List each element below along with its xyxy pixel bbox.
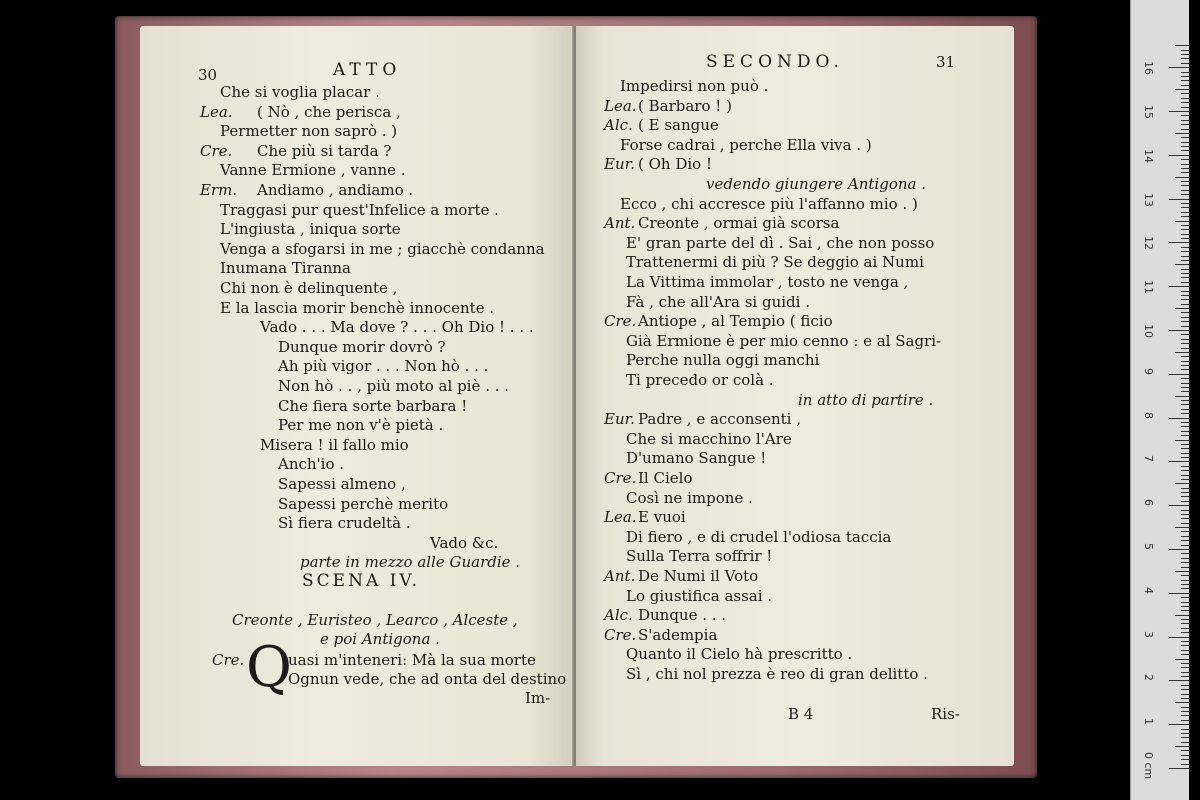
- page-number: 30: [198, 66, 218, 84]
- ruler-tick: [1181, 641, 1189, 642]
- ruler-tick: [1181, 339, 1189, 340]
- ruler-tick: [1181, 85, 1189, 86]
- ruler-number: 13: [1142, 192, 1155, 207]
- ruler-number: 12: [1142, 236, 1155, 251]
- speaker-label: Alc.: [604, 606, 633, 625]
- ruler-tick: [1181, 356, 1189, 357]
- ruler-tick: [1181, 475, 1189, 476]
- verse-line: ( Barbaro ! ): [638, 96, 732, 115]
- ruler-number: 7: [1142, 455, 1155, 463]
- ruler-tick: [1169, 67, 1189, 68]
- ruler-tick: [1175, 659, 1189, 660]
- ruler-tick: [1181, 251, 1189, 252]
- ruler-number: 9: [1142, 367, 1155, 375]
- ruler-tick: [1181, 365, 1189, 366]
- verse-line: E' gran parte del dì . Sai , che non posso: [626, 233, 935, 252]
- ruler-tick: [1169, 242, 1189, 243]
- ruler-tick: [1181, 256, 1189, 257]
- verse-line: Venga a sfogarsi in me ; giacchè condanna: [220, 239, 545, 258]
- ruler-tick: [1181, 663, 1189, 664]
- ruler-number: 3: [1142, 630, 1155, 638]
- ruler-tick: [1181, 567, 1189, 568]
- ruler-tick: [1181, 689, 1189, 690]
- ruler-tick: [1181, 540, 1189, 541]
- ruler-tick: [1181, 124, 1189, 125]
- verse-line: Sì , chi nol prezza è reo di gran delitto .: [626, 665, 928, 683]
- ruler-tick: [1181, 146, 1189, 147]
- verse-line: Creonte , ormai già scorsa: [638, 214, 840, 233]
- ruler-tick: [1181, 159, 1189, 160]
- ruler-tick: [1169, 155, 1189, 156]
- ruler-tick: [1181, 150, 1189, 151]
- ruler-tick: [1181, 632, 1189, 633]
- verse-line: ( E sangue: [638, 116, 719, 135]
- ruler-tick: [1181, 400, 1189, 401]
- ruler-unit-label: 0 cm: [1142, 752, 1155, 780]
- ruler-tick: [1181, 172, 1189, 173]
- ruler-tick: [1181, 164, 1189, 165]
- ruler-tick: [1169, 111, 1189, 112]
- ruler-tick: [1181, 142, 1189, 143]
- verse-line: Di fiero , e di crudel l'odiosa taccia: [626, 527, 892, 546]
- ruler-tick: [1181, 168, 1189, 169]
- ruler-tick: [1169, 374, 1189, 375]
- ruler-tick: [1181, 742, 1189, 743]
- ruler-tick: [1181, 348, 1189, 349]
- ruler-tick: [1181, 321, 1189, 322]
- speaker-label: Cre.: [604, 469, 637, 487]
- ruler-tick: [1181, 645, 1189, 646]
- ruler-tick: [1181, 523, 1189, 524]
- ruler-tick: [1181, 750, 1189, 751]
- ruler-tick: [1181, 409, 1189, 410]
- ruler-tick: [1181, 273, 1189, 274]
- ruler-tick: [1181, 545, 1189, 546]
- speaker-label: Lea.: [200, 102, 233, 121]
- ruler-tick: [1169, 549, 1189, 550]
- ruler-number: 15: [1142, 105, 1155, 119]
- ruler-tick: [1175, 440, 1189, 441]
- ruler-tick: [1181, 234, 1189, 235]
- verse-line: Ecco , chi accresce più l'affanno mio . ): [620, 194, 918, 213]
- ruler-number: 11: [1142, 280, 1155, 295]
- ruler-number: 2: [1142, 674, 1155, 682]
- ruler-tick: [1169, 724, 1189, 725]
- verse-line: Sulla Terra soffrir !: [626, 547, 773, 566]
- verse-line: Perche nulla oggi manchi: [626, 351, 820, 370]
- ruler-tick: [1169, 505, 1189, 506]
- speaker-label: Ant.: [604, 214, 636, 233]
- page-number: 31: [936, 53, 956, 71]
- ruler-tick: [1175, 264, 1189, 265]
- ruler-tick: [1181, 470, 1189, 471]
- ruler-number: 6: [1142, 499, 1155, 507]
- right-page: [576, 26, 1014, 766]
- verse-line: Sapessi perchè merito: [278, 494, 449, 513]
- verse-line: vedendo giungere Antigona .: [706, 175, 926, 193]
- ruler-tick: [1181, 711, 1189, 712]
- ruler-tick: [1175, 396, 1189, 397]
- ruler-tick: [1175, 746, 1189, 747]
- ruler-tick: [1181, 194, 1189, 195]
- ruler-tick: [1181, 260, 1189, 261]
- verse-line: De Numi il Voto: [638, 567, 759, 585]
- ruler-tick: [1181, 72, 1189, 73]
- ruler-tick: [1181, 422, 1189, 423]
- speaker-label: Alc.: [604, 116, 633, 135]
- verse-line: L'ingiusta , iniqua sorte: [220, 220, 401, 239]
- verse-line: La Vittima immolar , tosto ne venga ,: [626, 273, 909, 291]
- ruler-tick: [1181, 225, 1189, 226]
- speaker-label: Cre.: [200, 141, 233, 160]
- ruler-tick: [1181, 216, 1189, 217]
- ruler-tick: [1181, 588, 1189, 589]
- verse-line: S'adempia: [638, 625, 718, 644]
- ruler-tick: [1181, 299, 1189, 300]
- ruler-tick: [1175, 45, 1189, 46]
- verse-line: parte in mezzo alle Guardie .: [300, 553, 521, 572]
- ruler-tick: [1181, 720, 1189, 721]
- ruler-tick: [1181, 501, 1189, 502]
- verse-line: Vanne Ermione , vanne .: [220, 161, 406, 180]
- ruler-tick: [1169, 768, 1189, 769]
- ruler-tick: [1175, 221, 1189, 222]
- ruler-tick: [1181, 715, 1189, 716]
- ruler-tick: [1169, 680, 1189, 681]
- ruler-tick: [1181, 107, 1189, 108]
- ruler-tick: [1169, 461, 1189, 462]
- ruler-tick: [1181, 531, 1189, 532]
- characters-line: Creonte , Euristeo , Learco , Alceste ,: [232, 611, 518, 629]
- signature-mark: B 4: [788, 705, 814, 723]
- verse-line: Traggasi pur quest'Infelice a morte .: [220, 200, 499, 219]
- ruler-tick: [1181, 181, 1189, 182]
- ruler-tick: [1169, 199, 1189, 200]
- ruler-tick: [1181, 63, 1189, 64]
- verse-line: E vuoi: [638, 508, 686, 527]
- ruler-tick: [1181, 80, 1189, 81]
- ruler-number: 1: [1142, 718, 1155, 726]
- ruler-tick: [1181, 317, 1189, 318]
- verse-line: Anch'io .: [278, 455, 345, 474]
- verse-line: Impedirsi non può .: [620, 77, 769, 95]
- ruler-tick: [1181, 115, 1189, 116]
- ruler-tick: [1181, 435, 1189, 436]
- ruler-tick: [1181, 102, 1189, 103]
- verse-line: uasi m'inteneri: Mà la sua morte: [288, 651, 536, 669]
- ruler-tick: [1181, 343, 1189, 344]
- ruler-tick: [1181, 378, 1189, 379]
- ruler-tick: [1181, 606, 1189, 607]
- ruler-tick: [1175, 615, 1189, 616]
- ruler-tick: [1181, 457, 1189, 458]
- speaker-label: Lea.: [604, 96, 637, 115]
- ruler-tick: [1181, 269, 1189, 270]
- ruler-tick: [1181, 623, 1189, 624]
- ruler-number: 5: [1142, 543, 1155, 550]
- ruler-tick: [1181, 628, 1189, 629]
- ruler-number: 8: [1142, 411, 1155, 419]
- ruler-tick: [1181, 755, 1189, 756]
- ruler-number: 4: [1142, 586, 1155, 594]
- ruler-tick: [1181, 98, 1189, 99]
- verse-line: E la lascia morir benchè innocente .: [220, 298, 495, 317]
- catchword: Im-: [525, 689, 551, 707]
- scene-heading: SCENA IV.: [302, 571, 421, 591]
- verse-line: Inumana Tiranna: [220, 259, 351, 278]
- ruler-tick: [1181, 737, 1189, 738]
- ruler-tick: [1181, 76, 1189, 77]
- ruler-tick: [1181, 120, 1189, 121]
- ruler-tick: [1181, 326, 1189, 327]
- verse-line: Dunque morir dovrò ?: [278, 337, 446, 356]
- verse-line: Che più si tarda ?: [257, 141, 392, 160]
- ruler-tick: [1181, 404, 1189, 405]
- ruler-tick: [1169, 330, 1189, 331]
- ruler-tick: [1181, 584, 1189, 585]
- ruler-number: 16: [1142, 61, 1155, 76]
- verse-line: ( Oh Dio !: [638, 155, 712, 174]
- speaker-label: Eur.: [604, 155, 635, 174]
- ruler-tick: [1181, 238, 1189, 239]
- speaker-label: Eur.: [604, 410, 635, 429]
- ruler-tick: [1181, 479, 1189, 480]
- verse-line: Il Cielo: [638, 469, 693, 487]
- speaker-label: Ant.: [604, 567, 636, 585]
- verse-line: Quanto il Cielo hà prescritto .: [626, 645, 853, 664]
- ruler-tick: [1175, 702, 1189, 703]
- ruler-tick: [1181, 733, 1189, 734]
- ruler-tick: [1181, 426, 1189, 427]
- verse-line: Ah più vigor . . . Non hò . . .: [278, 357, 489, 376]
- ruler-tick: [1181, 672, 1189, 673]
- ruler-tick: [1181, 444, 1189, 445]
- running-head: SECONDO.: [706, 52, 844, 72]
- catchword: Ris-: [931, 705, 960, 723]
- ruler-tick: [1181, 764, 1189, 765]
- verse-line: Fà , che all'Ara si guidi .: [626, 292, 810, 311]
- ruler-tick: [1181, 54, 1189, 55]
- ruler-tick: [1181, 129, 1189, 130]
- verse-line: Padre , e acconsenti ,: [638, 410, 801, 429]
- verse-line: Ognun vede, che ad onta del destino: [288, 670, 567, 688]
- characters-line: e poi Antigona .: [320, 630, 440, 648]
- verse-line: D'umano Sangue !: [626, 449, 767, 468]
- verse-line: Così ne impone .: [626, 488, 753, 507]
- verse-line: Dunque . . .: [638, 606, 727, 625]
- verse-line: Andiamo , andiamo .: [257, 181, 414, 199]
- ruler-number: 10: [1142, 324, 1155, 338]
- verse-line: Ti precedo or colà .: [626, 371, 774, 389]
- ruler-tick: [1181, 295, 1189, 296]
- verse-line: Forse cadrai , perche Ella viva . ): [620, 135, 872, 154]
- ruler-tick: [1169, 286, 1189, 287]
- ruler-tick: [1175, 89, 1189, 90]
- ruler-tick: [1181, 93, 1189, 94]
- ruler-tick: [1181, 575, 1189, 576]
- ruler-tick: [1181, 729, 1189, 730]
- ruler-tick: [1181, 212, 1189, 213]
- ruler-tick: [1175, 483, 1189, 484]
- ruler-tick: [1181, 387, 1189, 388]
- ruler-tick: [1181, 247, 1189, 248]
- verse-line: Permetter non saprò . ): [220, 122, 398, 141]
- ruler-tick: [1181, 707, 1189, 708]
- ruler-tick: [1181, 685, 1189, 686]
- ruler-tick: [1169, 418, 1189, 419]
- ruler-tick: [1181, 369, 1189, 370]
- ruler-tick: [1181, 229, 1189, 230]
- ruler-tick: [1181, 361, 1189, 362]
- ruler-tick: [1181, 291, 1189, 292]
- speaker-label: Cre.: [212, 651, 245, 669]
- verse-line: Trattenermi di più ? Se deggio ai Numi: [626, 253, 924, 272]
- ruler-tick: [1181, 50, 1189, 51]
- ruler-tick: [1181, 413, 1189, 414]
- ruler-tick: [1181, 518, 1189, 519]
- ruler-tick: [1181, 207, 1189, 208]
- ruler-tick: [1181, 650, 1189, 651]
- ruler-tick: [1181, 448, 1189, 449]
- verse-line: Sì fiera crudeltà .: [278, 514, 411, 533]
- ruler-tick: [1181, 383, 1189, 384]
- ruler-tick: [1181, 185, 1189, 186]
- ruler-tick: [1181, 676, 1189, 677]
- verse-line: Che fiera sorte barbara !: [278, 396, 468, 415]
- ruler-tick: [1181, 466, 1189, 467]
- speaker-label: Cre.: [604, 312, 637, 331]
- verse-line: Che si voglia placar .: [220, 83, 380, 101]
- ruler-tick: [1181, 277, 1189, 278]
- ruler-tick: [1181, 562, 1189, 563]
- ruler-tick: [1181, 391, 1189, 392]
- ruler-tick: [1169, 637, 1189, 638]
- verse-line: Misera ! il fallo mio: [260, 435, 409, 454]
- ruler-tick: [1181, 492, 1189, 493]
- ruler-tick: [1181, 304, 1189, 305]
- ruler-tick: [1175, 352, 1189, 353]
- drop-cap-initial: Q: [246, 635, 292, 700]
- ruler-tick: [1181, 610, 1189, 611]
- ruler-tick: [1181, 580, 1189, 581]
- ruler-tick: [1181, 312, 1189, 313]
- verse-line: Vado . . . Ma dove ? . . . Oh Dio ! . . .: [260, 318, 534, 337]
- running-head: ATTO: [333, 60, 402, 80]
- ruler-tick: [1181, 431, 1189, 432]
- ruler-tick: [1181, 619, 1189, 620]
- ruler-tick: [1181, 510, 1189, 511]
- ruler-tick: [1181, 190, 1189, 191]
- verse-line: Non hò . . , più moto al piè . . .: [278, 377, 509, 395]
- verse-line: ( Nò , che perisca ,: [257, 102, 401, 121]
- ruler-tick: [1181, 694, 1189, 695]
- ruler-tick: [1181, 759, 1189, 760]
- verse-line: Per me non v'è pietà .: [278, 416, 444, 435]
- ruler-tick: [1181, 58, 1189, 59]
- verse-line: Che si macchino l'Are: [626, 429, 792, 448]
- ruler-tick: [1175, 308, 1189, 309]
- ruler-tick: [1181, 553, 1189, 554]
- speaker-label: Cre.: [604, 625, 637, 644]
- ruler-tick: [1175, 133, 1189, 134]
- ruler-tick: [1169, 593, 1189, 594]
- ruler-tick: [1175, 571, 1189, 572]
- speaker-label: Erm.: [200, 181, 238, 199]
- ruler-tick: [1181, 536, 1189, 537]
- verse-line: in atto di partire .: [798, 390, 934, 409]
- ruler-tick: [1175, 527, 1189, 528]
- ruler-tick: [1181, 334, 1189, 335]
- ruler-tick: [1181, 667, 1189, 668]
- ruler-tick: [1181, 496, 1189, 497]
- ruler-tick: [1175, 177, 1189, 178]
- measurement-ruler: [1130, 0, 1189, 800]
- verse-line: Già Ermione è per mio cenno : e al Sagri-: [626, 331, 942, 350]
- verse-line: Chi non è delinquente ,: [220, 279, 398, 297]
- ruler-tick: [1181, 137, 1189, 138]
- ruler-tick: [1181, 514, 1189, 515]
- ruler-tick: [1181, 698, 1189, 699]
- ruler-tick: [1181, 282, 1189, 283]
- verse-line: Sapessi almeno ,: [278, 475, 406, 493]
- verse-line: Vado &c.: [430, 533, 499, 552]
- ruler-tick: [1181, 203, 1189, 204]
- ruler-tick: [1181, 558, 1189, 559]
- ruler-tick: [1181, 488, 1189, 489]
- ruler-tick: [1181, 602, 1189, 603]
- ruler-number: 14: [1142, 148, 1155, 163]
- speaker-label: Lea.: [604, 508, 637, 527]
- ruler-tick: [1181, 453, 1189, 454]
- verse-line: Antiope , al Tempio ( ficio: [638, 312, 833, 331]
- verse-line: Lo giustifica assai .: [626, 586, 773, 605]
- ruler-tick: [1181, 654, 1189, 655]
- left-page: [140, 26, 572, 766]
- ruler-tick: [1181, 597, 1189, 598]
